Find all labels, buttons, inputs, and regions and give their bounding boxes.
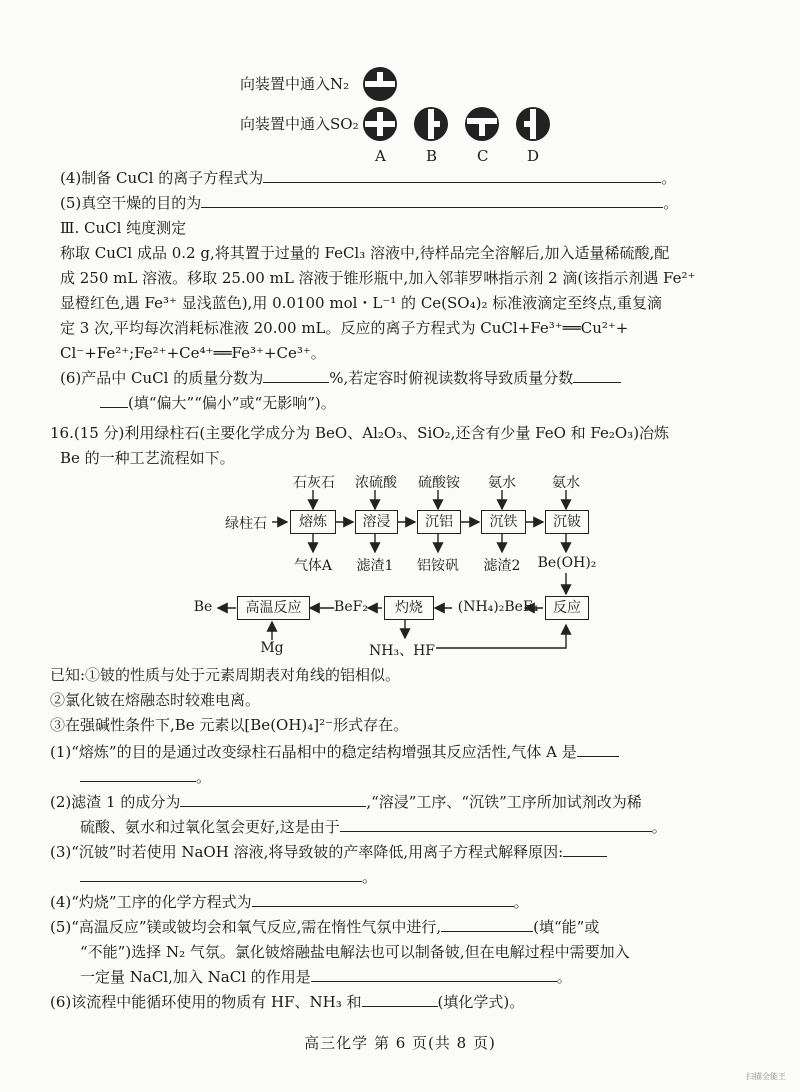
question-4-text: (4)制备 CuCl 的离子方程式为	[60, 169, 264, 187]
sub-question-5-line: “不能”)选择 N₂ 气氛。氯化铍熔融盐电解法也可以制备铍,但在电解过程中需要加入	[80, 943, 630, 961]
question-16-line: Be 的一种工艺流程如下。	[60, 449, 235, 467]
flow-step-high-temp: 高温反应	[237, 596, 310, 620]
answer-blank[interactable]	[311, 967, 557, 982]
sub-question-6	[50, 992, 524, 1012]
sub-question-1	[50, 742, 619, 762]
sub-question-3-cont: 。	[80, 867, 377, 887]
sub-question-5-text-b: (填“能”或	[533, 918, 600, 936]
sub-question-3	[50, 842, 607, 862]
known-line: ②氯化铍在熔融态时较难电离。	[50, 691, 261, 709]
answer-blank[interactable]	[340, 817, 652, 832]
answer-blank[interactable]	[80, 767, 196, 782]
flow-output: Be(OH)₂	[537, 555, 597, 571]
sub-question-5-text-a: (5)“高温反应”镁或铍均会和氧气反应,需在惰性气氛中进行,	[50, 918, 442, 936]
sub-question-4-text: (4)“灼烧”工序的化学方程式为	[50, 893, 252, 911]
valve-letter-d: D	[527, 147, 540, 165]
sub-question-4: (4)“灼烧”工序的化学方程式为 。	[50, 893, 529, 911]
known-line: 已知:①铍的性质与处于元素周期表对角线的铝相似。	[50, 666, 401, 684]
answer-blank[interactable]	[441, 917, 533, 932]
answer-blank[interactable]	[252, 892, 514, 907]
answer-blank[interactable]	[180, 792, 366, 807]
sub-question-2-text-b: ,“溶浸”工序、“沉铁”工序所加试剂改为稀	[366, 793, 642, 811]
question-4: (4)制备 CuCl 的离子方程式为 。	[60, 169, 677, 187]
question-5-text: (5)真空干燥的目的为	[60, 194, 202, 212]
flow-output: 滤渣2	[483, 558, 521, 574]
sub-question-2	[50, 792, 642, 812]
flow-mid-bef2: BeF₂	[334, 599, 368, 615]
sub-question-2-text-c: 硫酸、氨水和过氧化氢会更好,这是由于	[80, 818, 340, 836]
para-line: 定 3 次,平均每次消耗标准液 20.00 mL。反应的离子方程式为 CuCl+Fe³⁺══Cu²⁺+	[60, 319, 629, 337]
flow-input: 石灰石	[293, 475, 335, 491]
page-footer: 高三化学 第 6 页(共 8 页)	[304, 1034, 496, 1052]
flow-mg: Mg	[260, 640, 284, 656]
answer-blank[interactable]	[362, 992, 438, 1007]
sub-question-2-text-a: (2)滤渣 1 的成分为	[50, 793, 181, 811]
known-line: ③在强碱性条件下,Be 元素以[Be(OH)₄]²⁻形式存在。	[50, 716, 409, 734]
flow-step-react: 反应	[545, 596, 589, 620]
sub-question-5-text-d: 一定量 NaCl,加入 NaCl 的作用是	[80, 968, 311, 986]
question-5: (5)真空干燥的目的为 。	[60, 194, 679, 212]
sub-question-5	[50, 917, 599, 937]
answer-blank[interactable]	[563, 842, 607, 857]
valve-so2-label: 向装置中通入SO₂	[240, 115, 359, 133]
flow-step-calcine: 灼烧	[384, 596, 434, 620]
flow-input: 氨水	[488, 475, 516, 491]
flow-output: 滤渣1	[356, 558, 394, 574]
para-line: Cl⁻+Fe²⁺;Fe²⁺+Ce⁴⁺══Fe³⁺+Ce³⁺。	[60, 344, 326, 362]
flow-output: 铝铵矾	[417, 558, 459, 574]
flow-step-smelt: 熔炼	[290, 510, 336, 534]
flow-mid-nh4bef4: (NH₄)₂BeF₄	[457, 599, 539, 615]
valve-letter-a: A	[375, 147, 386, 165]
valve-letter-c: C	[477, 147, 489, 165]
flow-start: 绿柱石	[225, 516, 267, 532]
flow-output: 气体A	[293, 558, 333, 574]
sub-question-1-text: (1)“熔炼”的目的是通过改变绿柱石晶相中的稳定结构增强其反应活性,气体 A 是	[50, 743, 577, 761]
sub-question-1-cont: 。	[80, 767, 211, 787]
question-16-line: 16.(15 分)利用绿柱石(主要化学成分为 BeO、Al₂O₃、SiO₂,还含有少量 FeO 和 Fe₂O₃)冶炼	[50, 424, 670, 442]
flow-input: 硫酸铵	[418, 475, 460, 491]
para-line: 显橙红色,遇 Fe³⁺ 显浅蓝色),用 0.0100 mol・L⁻¹ 的 Ce(SO₄)₂ 标准液滴定至终点,重复滴	[60, 294, 663, 312]
flow-input: 氨水	[552, 475, 580, 491]
sub-question-2-cont: 硫酸、氨水和过氧化氢会更好,这是由于 。	[80, 818, 667, 836]
section-3-heading: Ⅲ. CuCl 纯度测定	[60, 219, 187, 237]
flow-step-al: 沉铝	[417, 510, 461, 534]
flow-hf-out: NH₃、HF	[369, 643, 435, 659]
scanner-watermark: 扫描全能王	[746, 1072, 786, 1081]
flow-product-be: Be	[193, 599, 213, 615]
para-line: 称取 CuCl 成品 0.2 g,将其置于过量的 FeCl₃ 溶液中,待样品完全溶解后,加入适量稀硫酸,配	[60, 244, 670, 262]
sub-question-6-text-a: (6)该流程中能循环使用的物质有 HF、NH₃ 和	[50, 993, 362, 1011]
question-6-text-c: (填“偏大”“偏小”或“无影响”)。	[128, 394, 336, 412]
sub-question-5-cont: 一定量 NaCl,加入 NaCl 的作用是 。	[80, 968, 572, 986]
sub-question-6-text-b: (填化学式)。	[437, 993, 525, 1011]
question-6-text-a: (6)产品中 CuCl 的质量分数为	[60, 369, 264, 387]
flow-input: 浓硫酸	[355, 475, 397, 491]
flow-step-leach: 溶浸	[355, 510, 398, 534]
question-6-text-b: %,若定容时俯视读数将导致质量分数	[329, 369, 574, 387]
para-line: 成 250 mL 溶液。移取 25.00 mL 溶液于锥形瓶中,加入邻菲罗啉指示剂 2 滴(该指示剂遇 Fe²⁺	[60, 269, 696, 287]
sub-question-3-text: (3)“沉铍”时若使用 NaOH 溶液,将导致铍的产率降低,用离子方程式解释原因:	[50, 843, 564, 861]
valve-n2-label: 向装置中通入N₂	[240, 75, 350, 93]
answer-blank[interactable]	[577, 742, 619, 757]
answer-blank[interactable]	[80, 867, 362, 882]
valve-letter-b: B	[426, 147, 438, 165]
flow-step-fe: 沉铁	[481, 510, 526, 534]
flow-step-be: 沉铍	[545, 510, 589, 534]
